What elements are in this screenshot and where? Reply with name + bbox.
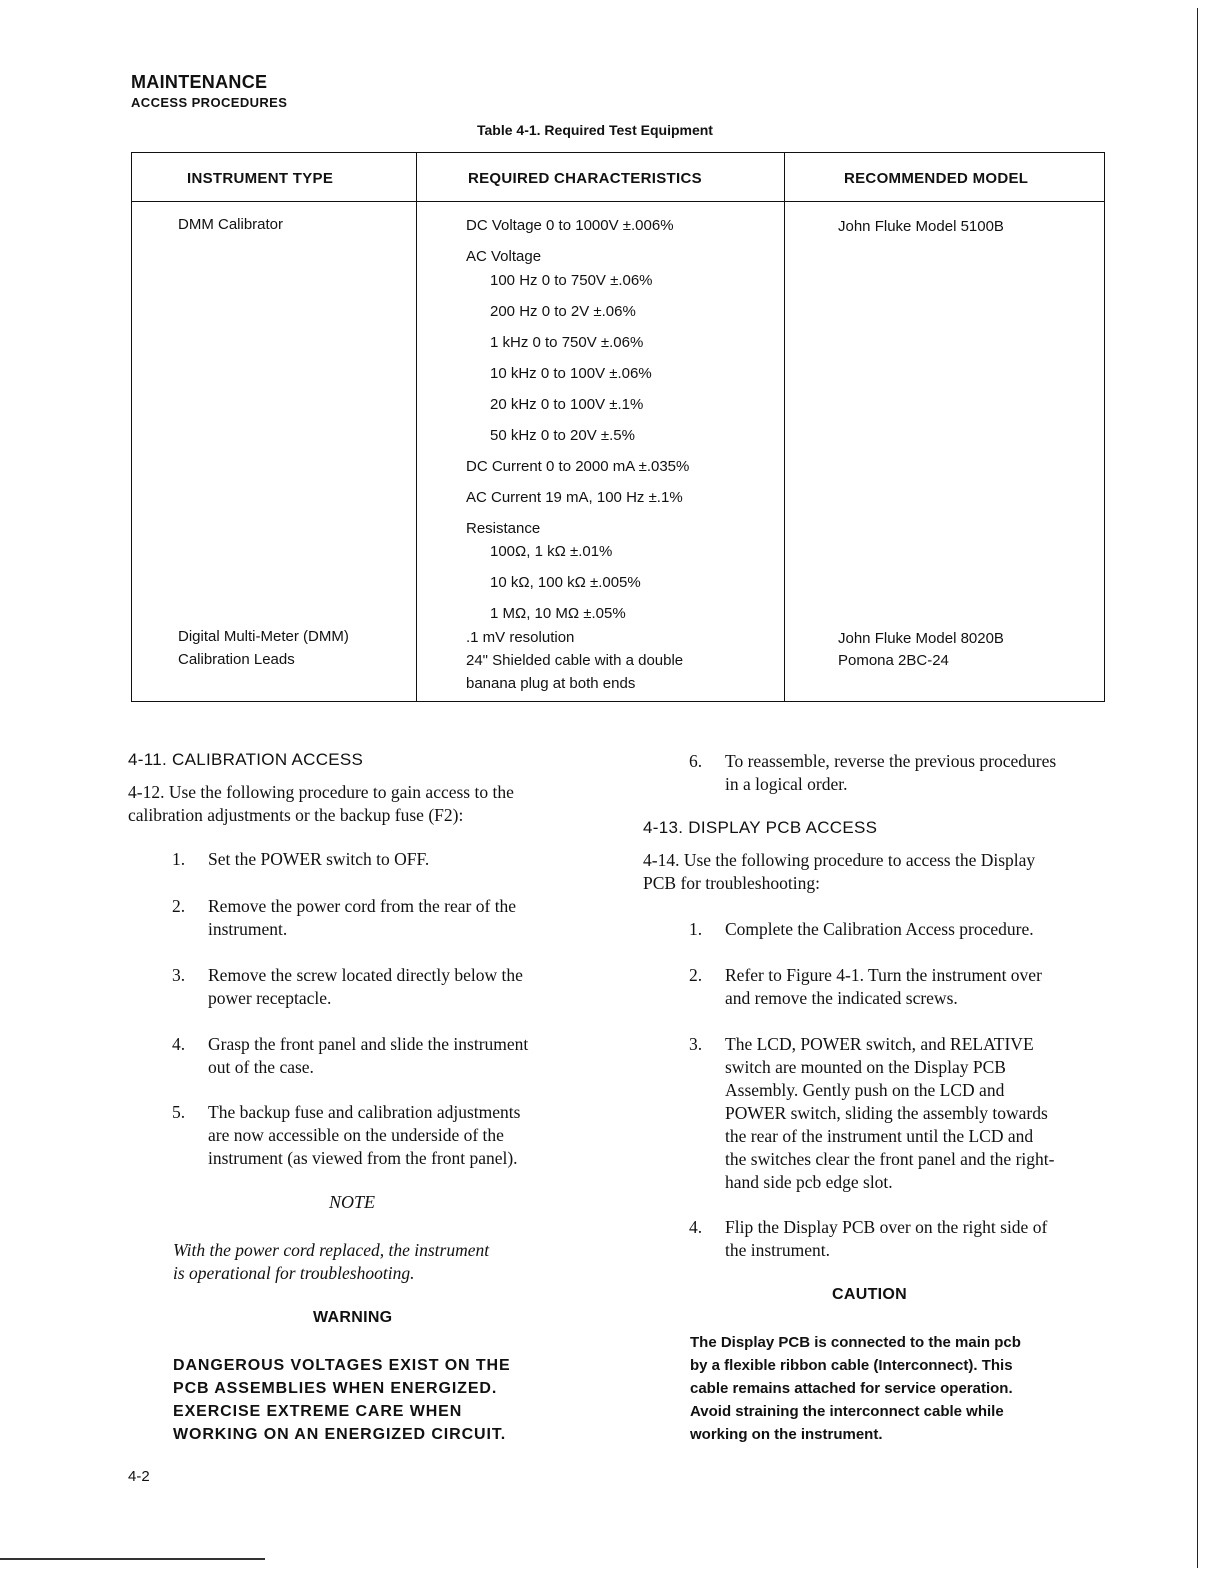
note-line: With the power cord replaced, the instrument [173,1240,490,1260]
step-line: Complete the Calibration Access procedure. [725,919,1034,939]
calibration-step: 2. [172,896,186,916]
step-line: To reassemble, reverse the previous procedures [725,751,1057,771]
step-line: The LCD, POWER switch, and RELATIVE [725,1034,1034,1054]
display-step-text [725,1216,1047,1262]
characteristic-cell: 50 kHz 0 to 20V ±.5% [490,427,635,444]
characteristic-cell: DC Current 0 to 2000 mA ±.035% [466,458,690,475]
step-line: Remove the power cord from the rear of the [208,896,517,916]
display-step: 4. [689,1217,703,1237]
step-line: instrument (as viewed from the front panel). [208,1148,518,1168]
characteristic-cell: 24" Shielded cable with a double [466,652,684,669]
step-line: instrument. [208,919,288,939]
characteristic-cell: AC Current 19 mA, 100 Hz ±.1% [466,489,683,506]
display-step: 2. [689,965,703,985]
section-title: MAINTENANCE [131,72,268,92]
step-line: the instrument. [725,1240,830,1260]
warning-title: WARNING [313,1309,393,1326]
step-line: out of the case. [208,1057,314,1077]
calibration-step: 3. [172,965,186,985]
step-line: Flip the Display PCB over on the right side of [725,1217,1048,1237]
display-step: 3. [689,1034,703,1054]
table-divider [784,153,785,701]
characteristic-cell: .1 mV resolution [466,629,575,646]
paragraph-line: PCB for troubleshooting: [643,873,820,893]
caution-line: cable remains attached for service operation. [690,1380,1013,1397]
warning-line: DANGEROUS VOLTAGES EXIST ON THE [173,1357,511,1374]
step-line: switch are mounted on the Display PCB [725,1057,1006,1077]
step-line: are now accessible on the underside of the [208,1125,504,1145]
col-header-characteristics: REQUIRED CHARACTERISTICS [468,170,702,187]
calibration-step-text [208,1033,528,1079]
paragraph-line: 4-12. Use the following procedure to gain access to the [128,782,514,802]
calibration-step-text [208,1101,520,1170]
caution-line: Avoid straining the interconnect cable while [690,1403,1004,1420]
characteristic-cell: 200 Hz 0 to 2V ±.06% [490,303,636,320]
characteristic-cell: 10 kΩ, 100 kΩ ±.005% [490,574,641,591]
instrument-cell: DMM Calibrator [178,216,284,233]
step-line: POWER switch, sliding the assembly towards [725,1103,1048,1123]
characteristic-cell: 20 kHz 0 to 100V ±.1% [490,396,644,413]
table-title: Table 4-1. Required Test Equipment [477,122,713,138]
caution-body [690,1331,1021,1446]
table-divider [416,153,417,701]
step-line: The backup fuse and calibration adjustments [208,1102,521,1122]
characteristic-cell: AC Voltage [466,248,542,265]
warning-line: EXERCISE EXTREME CARE WHEN [173,1403,463,1420]
characteristic-cell: 100Ω, 1 kΩ ±.01% [490,543,613,560]
step-line: Refer to Figure 4-1. Turn the instrument over [725,965,1042,985]
caution-line: by a flexible ribbon cable (Interconnect). This [690,1357,1013,1374]
step-line: in a logical order. [725,774,848,794]
step-line: Set the POWER switch to OFF. [208,849,430,869]
table-header-rule [132,201,1104,202]
model-cell: John Fluke Model 8020B [838,630,1004,647]
caution-line: working on the instrument. [690,1426,883,1443]
test-equipment-table [131,152,1105,702]
step-line: power receptacle. [208,988,332,1008]
note-line: is operational for troubleshooting. [173,1263,415,1283]
calibration-intro [128,781,598,827]
characteristic-cell: Resistance [466,520,541,537]
display-pcb-heading: 4-13. DISPLAY PCB ACCESS [643,818,878,837]
characteristic-cell: 1 MΩ, 10 MΩ ±.05% [490,605,626,622]
page-number: 4-2 [128,1468,150,1485]
paragraph-line: 4-14. Use the following procedure to access the Display [643,850,1036,870]
section-subtitle: ACCESS PROCEDURES [131,95,288,110]
note-title: NOTE [329,1192,376,1212]
warning-line: WORKING ON AN ENERGIZED CIRCUIT. [173,1426,507,1443]
step-line: and remove the indicated screws. [725,988,958,1008]
instrument-cell: Calibration Leads [178,651,295,668]
instrument-cell: Digital Multi-Meter (DMM) [178,628,349,645]
display-step-text [725,964,1042,1010]
reassemble-step-text [725,750,1056,796]
display-step-text [725,1033,1110,1194]
display-step: 1. [689,919,703,939]
warning-line: PCB ASSEMBLIES WHEN ENERGIZED. [173,1380,498,1397]
warning-body [173,1354,511,1446]
page-edge-line [1197,8,1198,1568]
characteristic-cell: 1 kHz 0 to 750V ±.06% [490,334,644,351]
paragraph-line: calibration adjustments or the backup fuse (F2): [128,805,464,825]
step-line: Grasp the front panel and slide the instrument [208,1034,529,1054]
scan-edge-line [0,1558,265,1560]
characteristic-cell: 10 kHz 0 to 100V ±.06% [490,365,652,382]
col-header-model: RECOMMENDED MODEL [844,170,1029,187]
step-line: Remove the screw located directly below the [208,965,523,985]
calibration-access-heading: 4-11. CALIBRATION ACCESS [128,750,364,769]
calibration-step-text [208,848,429,871]
note-body [173,1239,489,1285]
step-line: Assembly. Gently push on the LCD and [725,1080,1005,1100]
calibration-step-text [208,895,516,941]
characteristic-cell: banana plug at both ends [466,675,636,692]
caution-title: CAUTION [832,1286,907,1303]
calibration-step: 1. [172,849,186,869]
step-line: the rear of the instrument until the LCD and [725,1126,1034,1146]
characteristic-cell: DC Voltage 0 to 1000V ±.006% [466,217,674,234]
calibration-step: 5. [172,1102,186,1122]
col-header-instrument: INSTRUMENT TYPE [187,170,334,187]
step-line: hand side pcb edge slot. [725,1172,893,1192]
display-step-text [725,918,1034,941]
model-cell: Pomona 2BC-24 [838,652,949,669]
display-pcb-intro [643,849,1113,895]
calibration-step-text [208,964,523,1010]
characteristic-cell: 100 Hz 0 to 750V ±.06% [490,272,653,289]
step-line: the switches clear the front panel and the right- [725,1149,1055,1169]
model-cell: John Fluke Model 5100B [838,218,1004,235]
caution-line: The Display PCB is connected to the main pcb [690,1334,1021,1351]
calibration-step: 4. [172,1034,186,1054]
reassemble-step: 6. [689,751,703,771]
